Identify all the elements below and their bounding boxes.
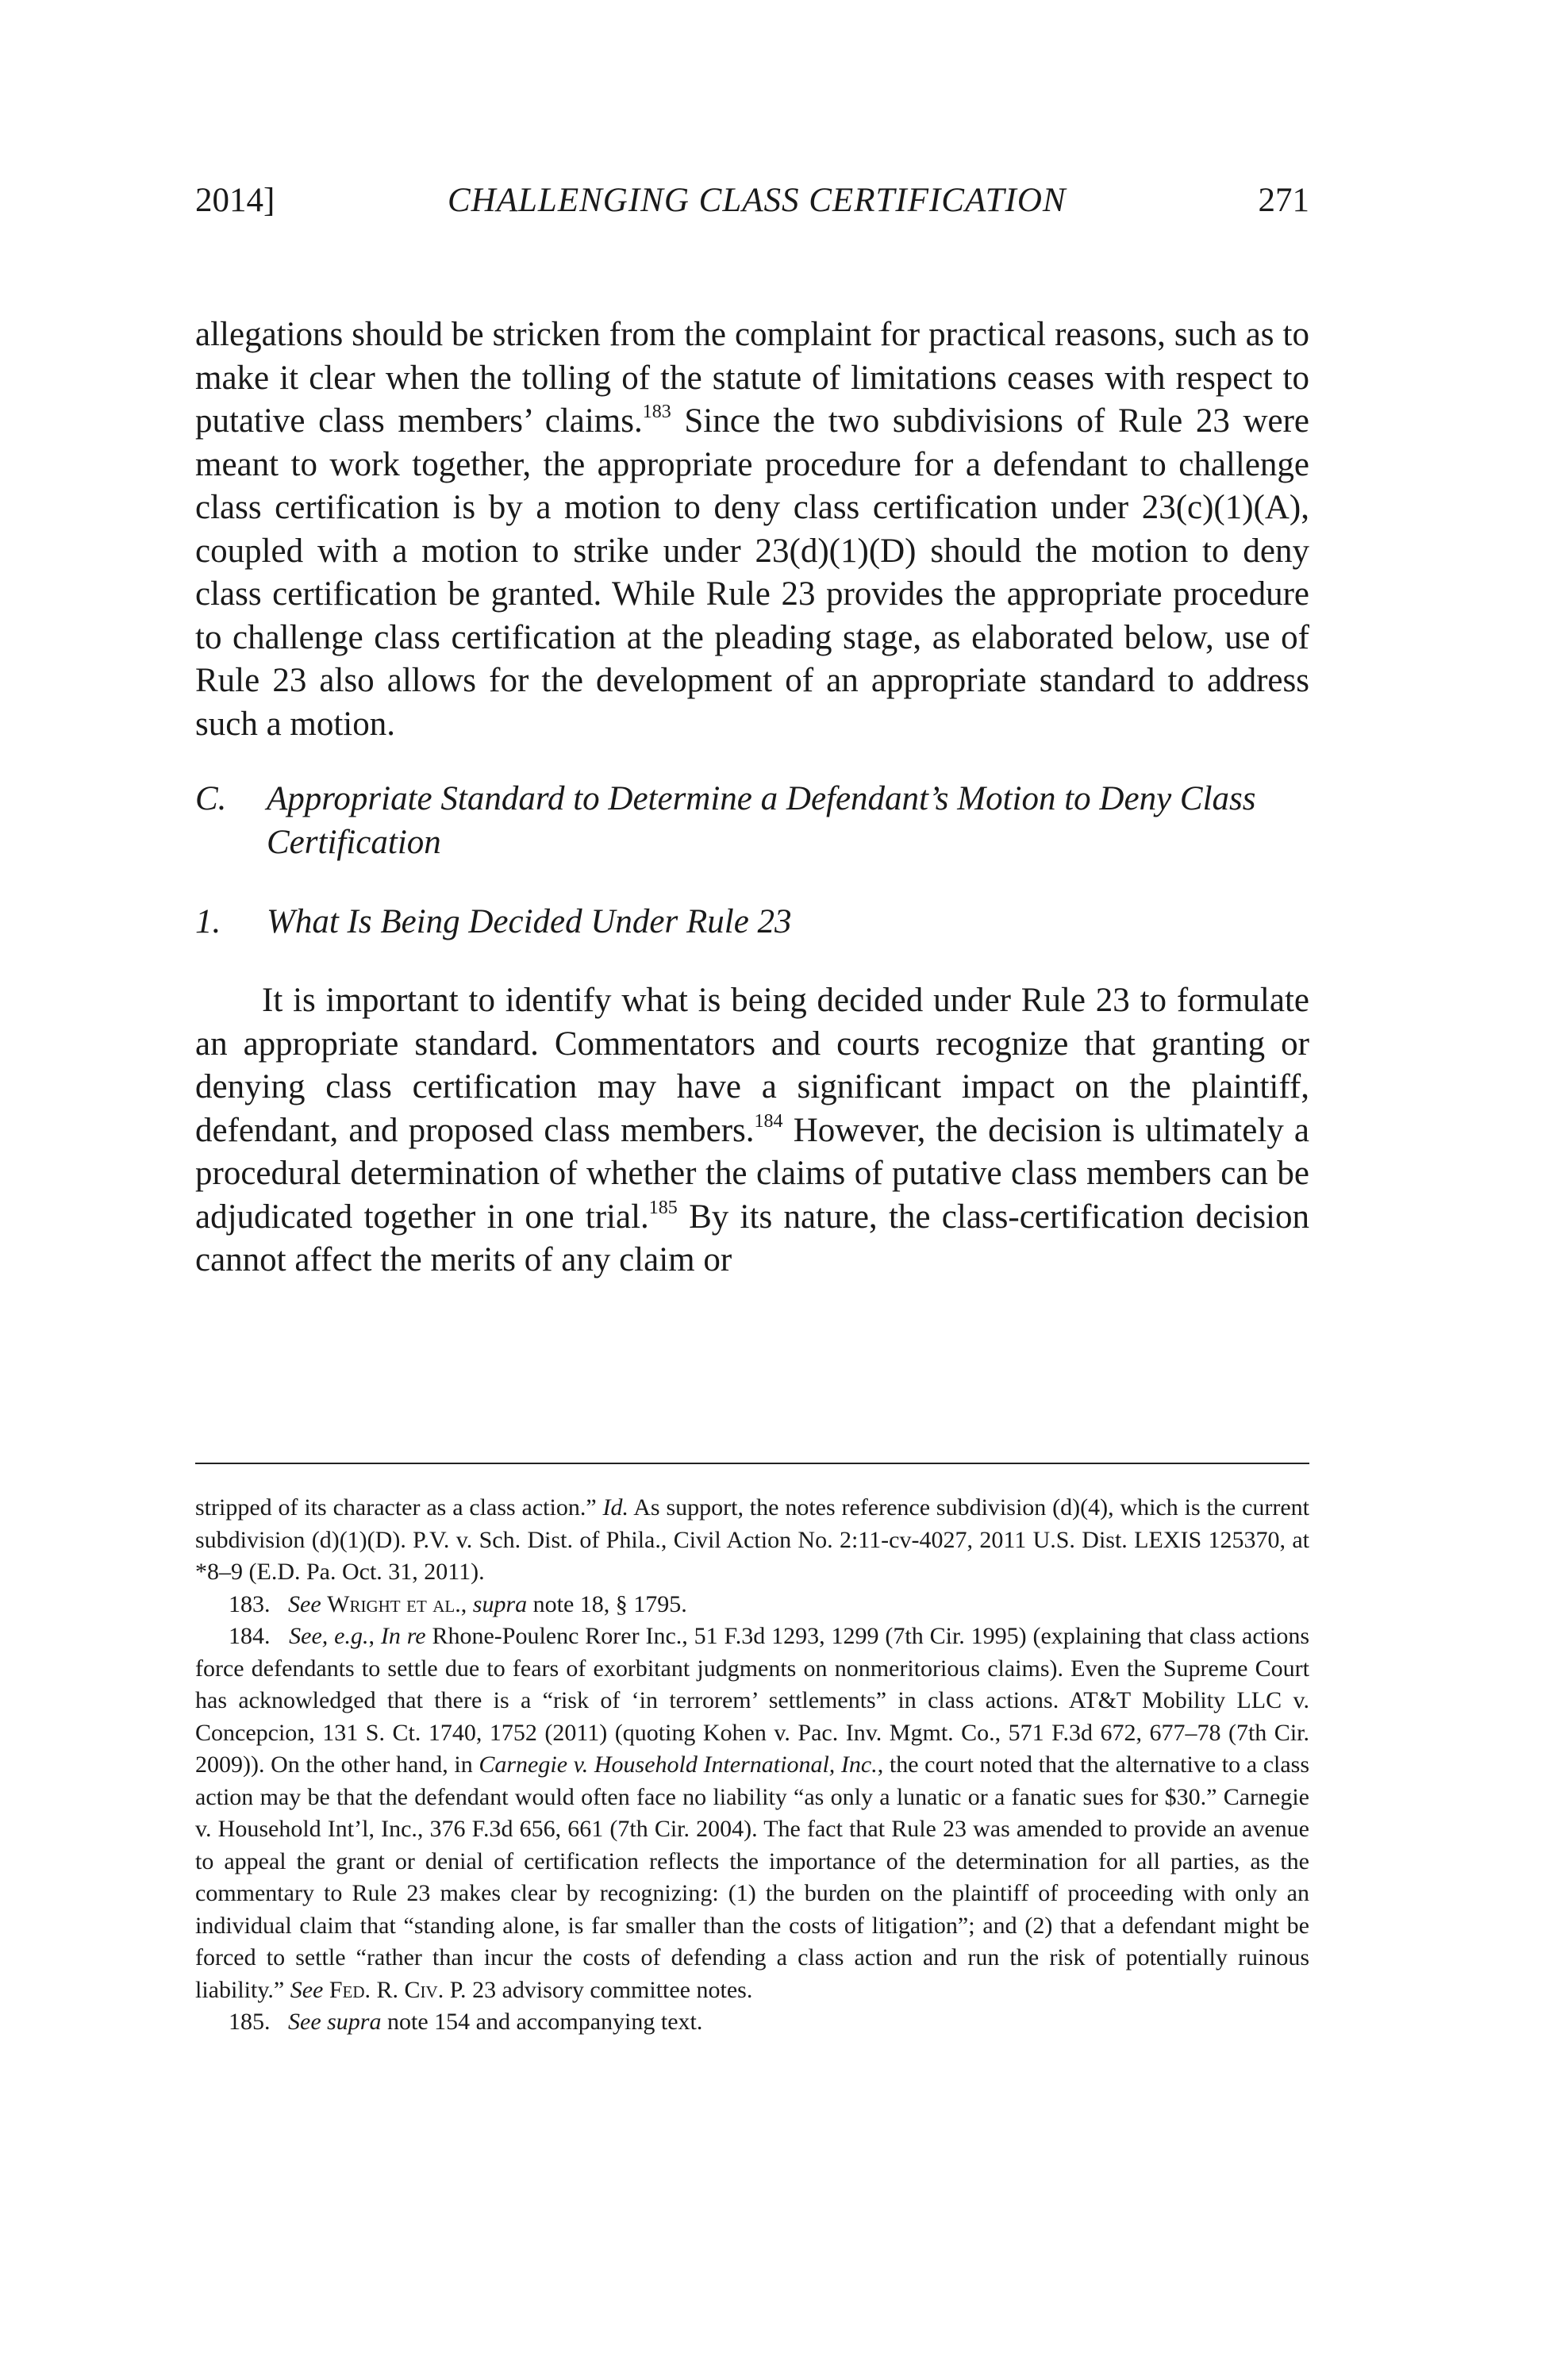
body-paragraph-1 — [195, 313, 1309, 746]
footnote-ref-184[interactable]: 184 — [754, 1110, 783, 1132]
paragraph-text: However, the decision is ultimately a procedural determination of whether the claims of putative class members can be adjudicated together in one trial. — [195, 1111, 1310, 1236]
footnote-signal: See — [288, 1590, 321, 1617]
footnote-signal: Id. — [602, 1494, 629, 1521]
footnote-text: stripped of its character as a class action.” — [195, 1494, 603, 1521]
paragraph-text: Since the two subdivisions of Rule 23 were meant to work together, the appropriate procedure for a defendant to challenge class certification is by a motion to deny class certification under 23(c)(1)(A), coupled with a motion to strike under 23(d)(1)(D) should the motion to deny class certification be granted. While Rule 23 provides the appropriate procedure to challenge class certification at the pleading stage, as elaborated below, use of Rule 23 also allows for the development of an appropriate standard to address such a motion. — [195, 402, 1310, 743]
footnote-text: 23 advisory committee notes. — [466, 1976, 753, 2003]
footnote-ref-183[interactable]: 183 — [642, 402, 671, 422]
header-volume-year: 2014] — [195, 182, 275, 219]
running-header — [195, 181, 1309, 229]
footnote-ref-185[interactable]: 185 — [648, 1197, 678, 1218]
section-heading-c — [195, 778, 1309, 864]
footnote-number: 183. — [229, 1590, 271, 1617]
footnote-case-name: Carnegie v. Household International, Inc. — [479, 1751, 878, 1778]
subsection-heading-marker: 1. — [195, 903, 221, 940]
footnote-signal: In re — [380, 1623, 426, 1649]
footnote-author: Wright et al. — [327, 1590, 461, 1617]
paragraph-text: By its nature, the class-certification decision cannot affect the merits of any claim or — [195, 1198, 1309, 1278]
footnote-text: As support, the notes reference subdivision (d)(4), which is the current subdivision (d)(1)(D). P.V. v. Sch. Dist. of Phila., Civil Action No. 2:11-cv-4027, 2011 U.S. Dist. LEXIS 125370, at *8–9 (E.D. Pa. Oct. 31, 2011). — [195, 1494, 1309, 1585]
footnote-signal: See — [290, 1976, 324, 2003]
footnote-signal: See supra — [288, 2009, 382, 2035]
footnote-185 — [195, 2006, 1309, 2039]
footnote-text: Rhone-Poulenc Rorer Inc., 51 F.3d 1293, 1299 (7th Cir. 1995) (explaining that class actions force defendants to settle due to fears of exorbitant judgments on nonmeritorious claims). Even the Supreme Court has acknowledged that there is a “risk of ‘in terrorem’ settlements” in class actions. AT&T Mobility LLC v. Concepcion, 131 S. Ct. 1740, 1752 (2011) (quoting Kohen v. Pac. Inv. Mgmt. Co., 571 F.3d 672, 677–78 (7th Cir. 2009)). On the other hand, in — [195, 1623, 1310, 1778]
paragraph-text: allegations should be stricken from the complaint for practical reasons, such as to make it clear when the tolling of the statute of limitations ceases with respect to putative class members’ claims. — [195, 316, 1309, 440]
footnote-184: 184. See, e.g., In re Rhone-Poulenc Rorer Inc., 51 F.3d 1293, 1299 (7th Cir. 1995) (explaining that class actions force defendants to settle due to fears of exorbitant judgments on nonmeritorious claims). Even the Supreme Court has acknowledged that there is a “risk of ‘in terrorem’ settlements” in class actions. AT&T Mobility LLC v. Concepcion, 131 S. Ct. 1740, 1752 (2011) (quoting Kohen v. Pac. Inv. Mgmt. Co., 571 F.3d 672, 677–78 (7th Cir. 2009)). On the other hand, in Carnegie v. Household International, Inc., the court noted that the alternative to a class action may be that the defendant would often face no liability “as only a lunatic or a fanatic sues for $30.” Carnegie v. Household Int’l, Inc., 376 F.3d 656, 661 (7th Cir. 2004). The fact that Rule 23 was amended to provide an avenue to appeal the grant or denial of certification reflects the importance of the determination for all parties, as the commentary to Rule 23 makes clear by recognizing: (1) the burden on the plaintiff of proceeding with only an individual claim that “standing alone, is far smaller than the costs of litigation”; and (2) that a defendant might be forced to settle “rather than incur the costs of defending a class action and run the risk of potentially ruinous liability.” See Fed. R. Civ. P. 23 advisory committee notes. — [195, 1623, 1310, 2003]
subsection-heading-1 — [195, 901, 1309, 944]
footnote-signal: supra — [472, 1590, 528, 1617]
footnote-divider — [195, 1463, 1309, 1464]
footnote-continuation — [195, 1492, 1309, 1589]
footnote-number: 185. — [229, 2009, 271, 2035]
footnote-number: 184. — [229, 1623, 271, 1649]
header-article-title: CHALLENGING CLASS CERTIFICATION — [448, 182, 1067, 219]
footnote-signal: See, e.g. — [289, 1623, 369, 1649]
footnote-183: 183. See Wright et al., supra note 18, § 1795. — [229, 1590, 687, 1617]
section-heading-marker: C. — [195, 780, 227, 817]
footnote-rule-cite: Fed. R. Civ. P. — [329, 1976, 467, 2003]
footnote-text: note 18, § 1795. — [527, 1590, 687, 1617]
footnotes — [195, 1492, 1309, 2039]
paragraph-text: It is important to identify what is being decided under Rule 23 to formulate an appropriate standard. Commentators and courts recognize that granting or denying class certification may have a significant impact on the plaintiff, defendant, and proposed class members. — [195, 982, 1309, 1149]
footnote-text: , the court noted that the alternative to a class action may be that the defendant would often face no liability “as only a lunatic or a fanatic sues for $30.” Carnegie v. Household Int’l, Inc., 376 F.3d 656, 661 (7th Cir. 2004). The fact that Rule 23 was amended to provide an avenue to appeal the grant or denial of certification reflects the importance of the determination for all parties, as the commentary to Rule 23 makes clear by recognizing: (1) the burden on the plaintiff of proceeding with only an individual claim that “standing alone, is far smaller than the costs of litigation”; and (2) that a defendant might be forced to settle “rather than incur the costs of defending a class action and run the risk of potentially ruinous liability.” — [195, 1751, 1310, 2003]
body-paragraph-2 — [195, 979, 1309, 1282]
subsection-heading-text: What Is Being Decided Under Rule 23 — [267, 903, 792, 940]
section-heading-text: Appropriate Standard to Determine a Defendant’s Motion to Deny Class Certification — [267, 780, 1256, 861]
page-number: 271 — [1258, 182, 1309, 219]
footnote-text: note 154 and accompanying text. — [381, 2009, 703, 2035]
